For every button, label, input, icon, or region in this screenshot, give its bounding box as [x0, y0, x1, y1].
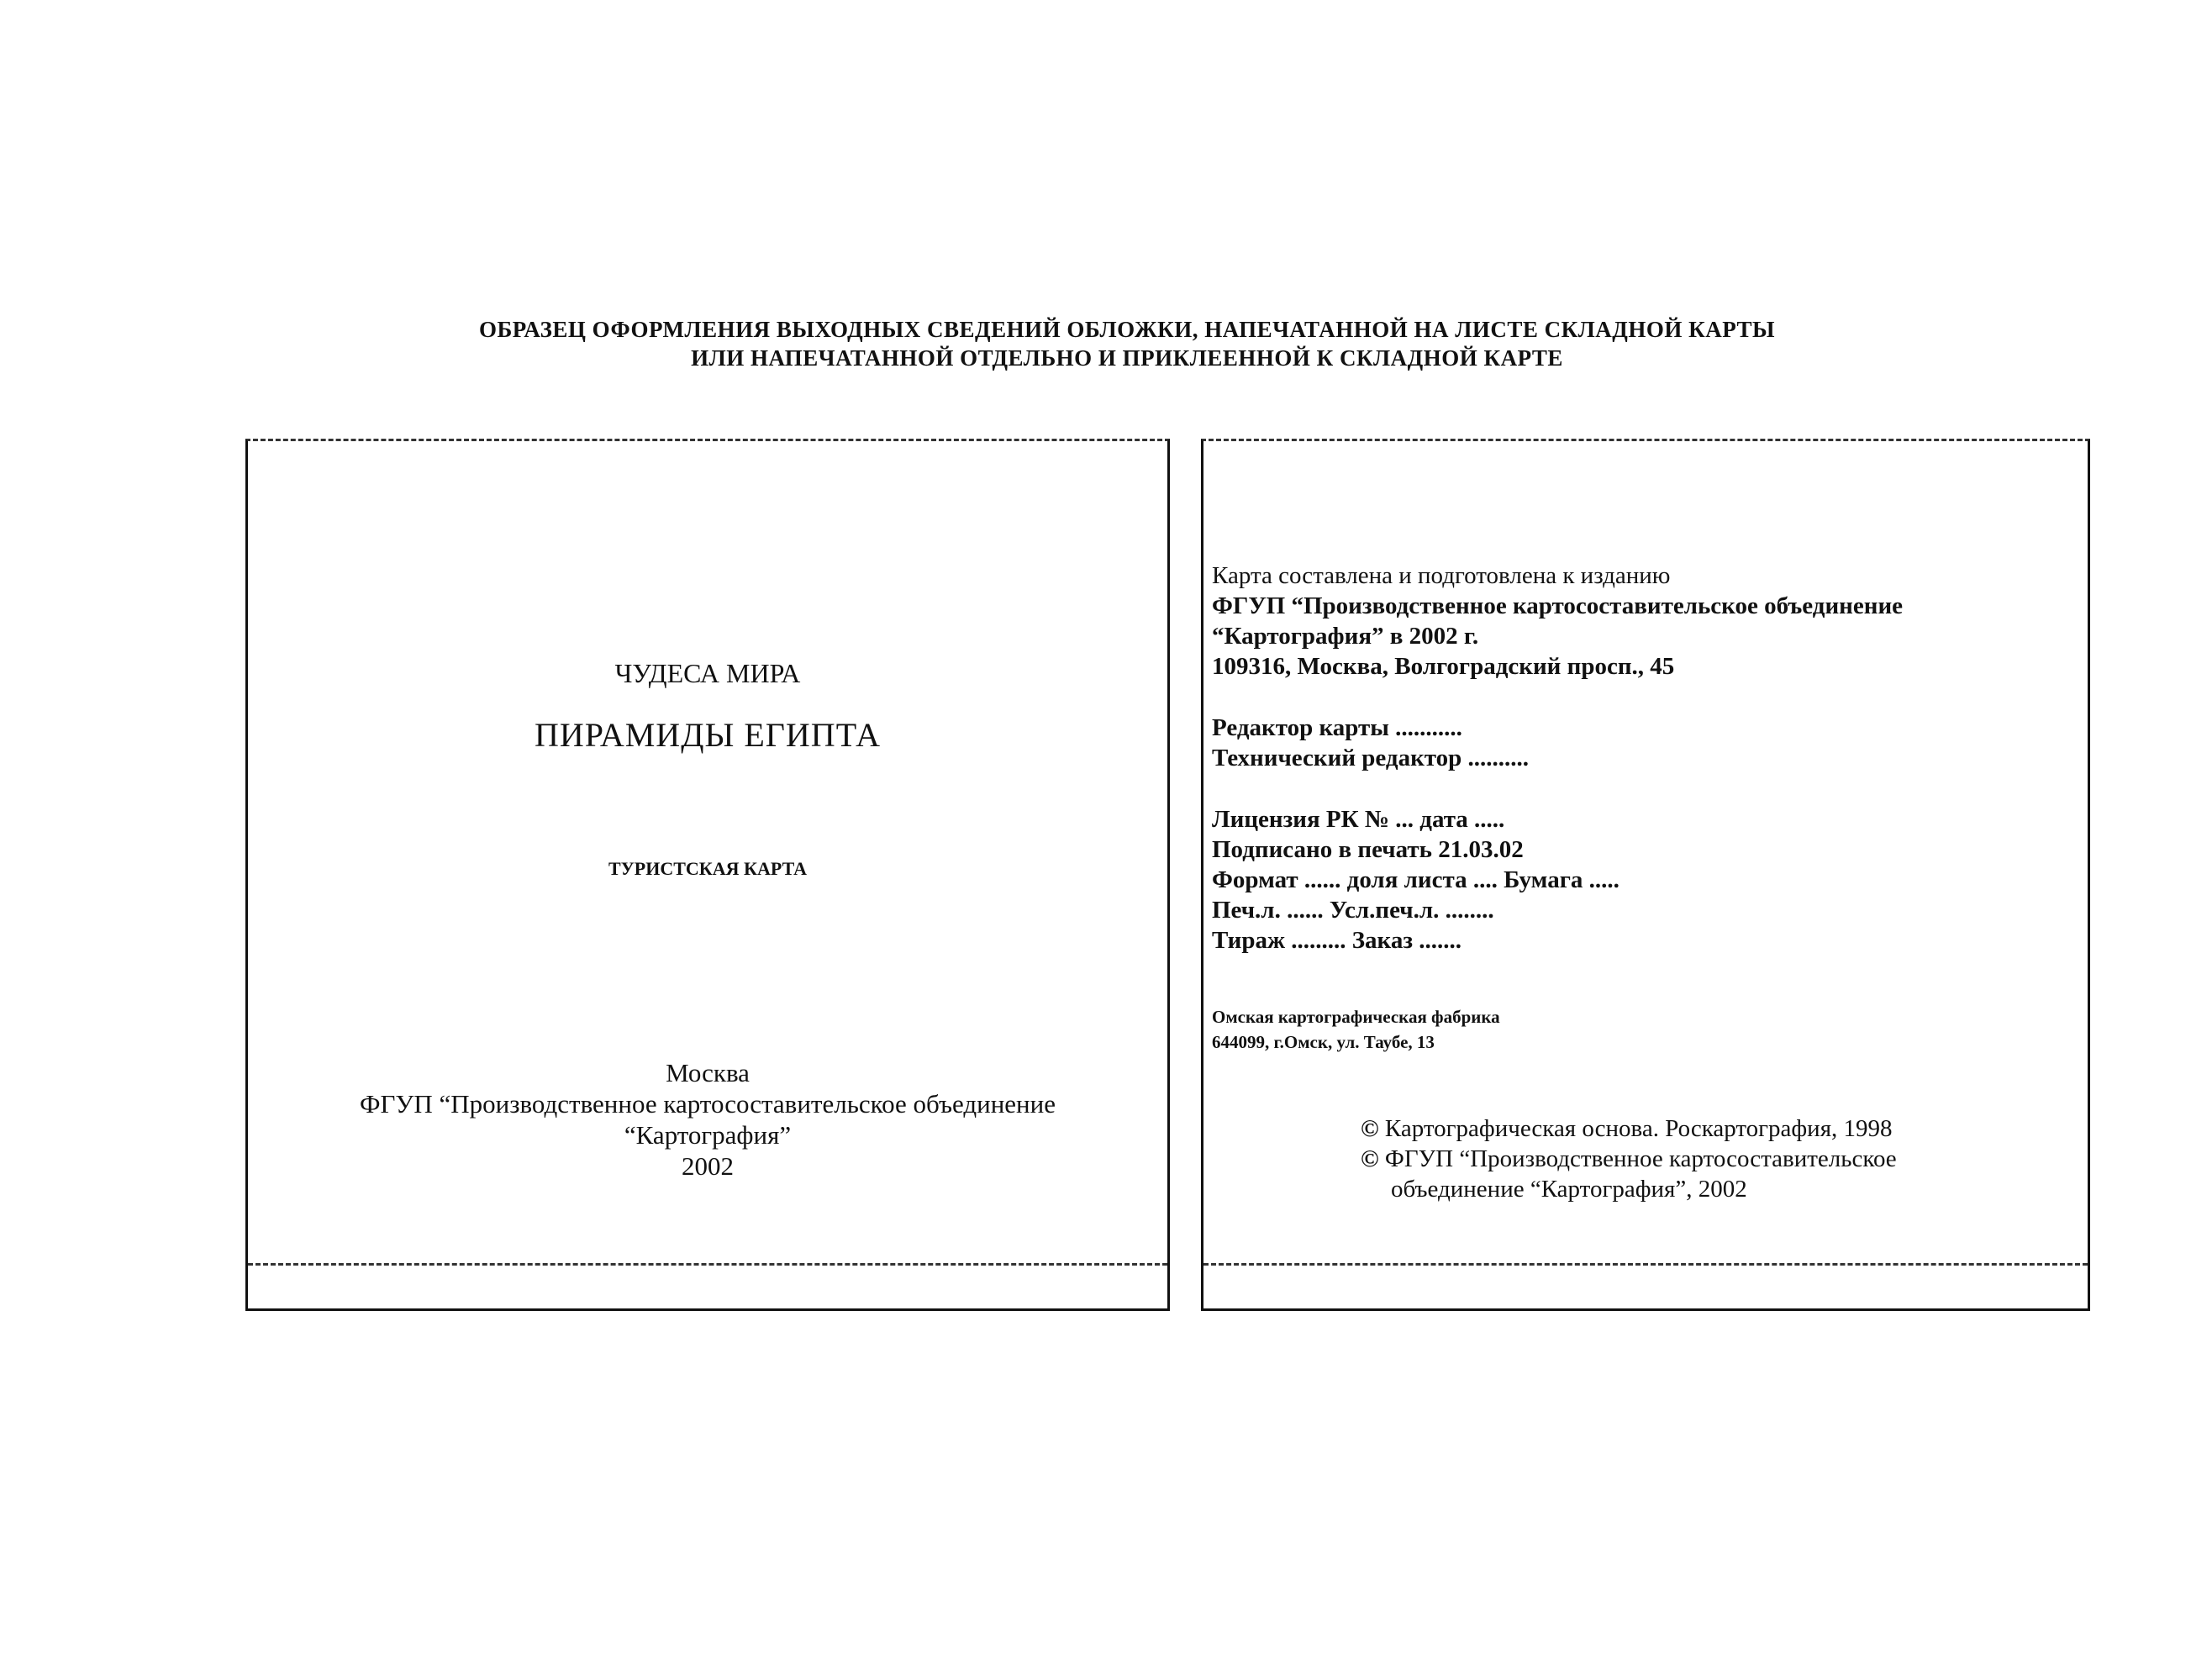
tech-editor: Технический редактор ..........	[1212, 745, 1530, 771]
compiled-line-1: Карта составлена и подготовлена к изданию	[1212, 562, 1671, 589]
compiled-line-2: ФГУП “Производственное картосоставительское объединение	[1212, 592, 1904, 619]
editors-info	[1212, 713, 1529, 773]
copyright-icon: ©	[1361, 1115, 1379, 1142]
copyright-text-1: Картографическая основа. Роскартография, 1998	[1384, 1115, 1893, 1142]
format-line: Формат ...... доля листа .... Бумага .....	[1212, 866, 1620, 893]
imprint-year: 2002	[682, 1151, 734, 1181]
signed-line: Подписано в печать 21.03.02	[1212, 836, 1524, 863]
sheets-line: Печ.л. ...... Усл.печ.л. ........	[1212, 897, 1494, 924]
fold-line	[248, 1263, 1167, 1266]
run-line: Тираж ......... Заказ .......	[1212, 927, 1462, 954]
copyright-text-2: ФГУП “Производственное картосоставительское	[1384, 1145, 1897, 1172]
printer-info	[1212, 1004, 1500, 1055]
document-heading-line-2: ИЛИ НАПЕЧАТАННОЙ ОТДЕЛЬНО И ПРИКЛЕЕННОЙ К СКЛАДНОЙ КАРТЕ	[691, 345, 1563, 371]
copyright-line-2	[1361, 1144, 1897, 1174]
imprint-publisher-line-1: ФГУП “Производственное картосоставительское объединение	[359, 1089, 1056, 1119]
compiled-line-3: “Картография” в 2002 г.	[1212, 623, 1479, 650]
imprint-publisher-line-2: “Картография”	[624, 1120, 792, 1150]
series-name: ЧУДЕСА МИРА	[614, 658, 801, 688]
copyright-icon: ©	[1361, 1145, 1379, 1172]
compilation-info	[1212, 561, 1903, 682]
map-title: ПИРАМИДЫ ЕГИПТА	[534, 716, 882, 754]
publisher-imprint	[248, 1057, 1167, 1182]
compiled-line-4: 109316, Москва, Волгоградский просп., 45	[1212, 653, 1675, 680]
license-line: Лицензия РК № ... дата .....	[1212, 806, 1505, 833]
printer-name: Омская картографическая фабрика	[1212, 1007, 1500, 1027]
copyright-info	[1361, 1113, 1897, 1204]
imprint-city: Москва	[666, 1058, 750, 1087]
cover-back-panel	[1201, 439, 2090, 1311]
map-type: ТУРИСТСКАЯ КАРТА	[608, 858, 808, 879]
map-editor: Редактор карты ...........	[1212, 714, 1462, 741]
copyright-text-3: объединение “Картография”, 2002	[1391, 1176, 1747, 1203]
print-info	[1212, 804, 1620, 955]
fold-line	[1203, 1263, 2088, 1266]
cover-front-panel	[245, 439, 1170, 1311]
printer-address: 644099, г.Омск, ул. Таубе, 13	[1212, 1032, 1435, 1052]
copyright-line-1	[1361, 1113, 1897, 1144]
document-heading-line-1: ОБРАЗЕЦ ОФОРМЛЕНИЯ ВЫХОДНЫХ СВЕДЕНИЙ ОБЛОЖКИ, НАПЕЧАТАННОЙ НА ЛИСТЕ СКЛАДНОЙ КАРТЫ	[478, 317, 1776, 342]
